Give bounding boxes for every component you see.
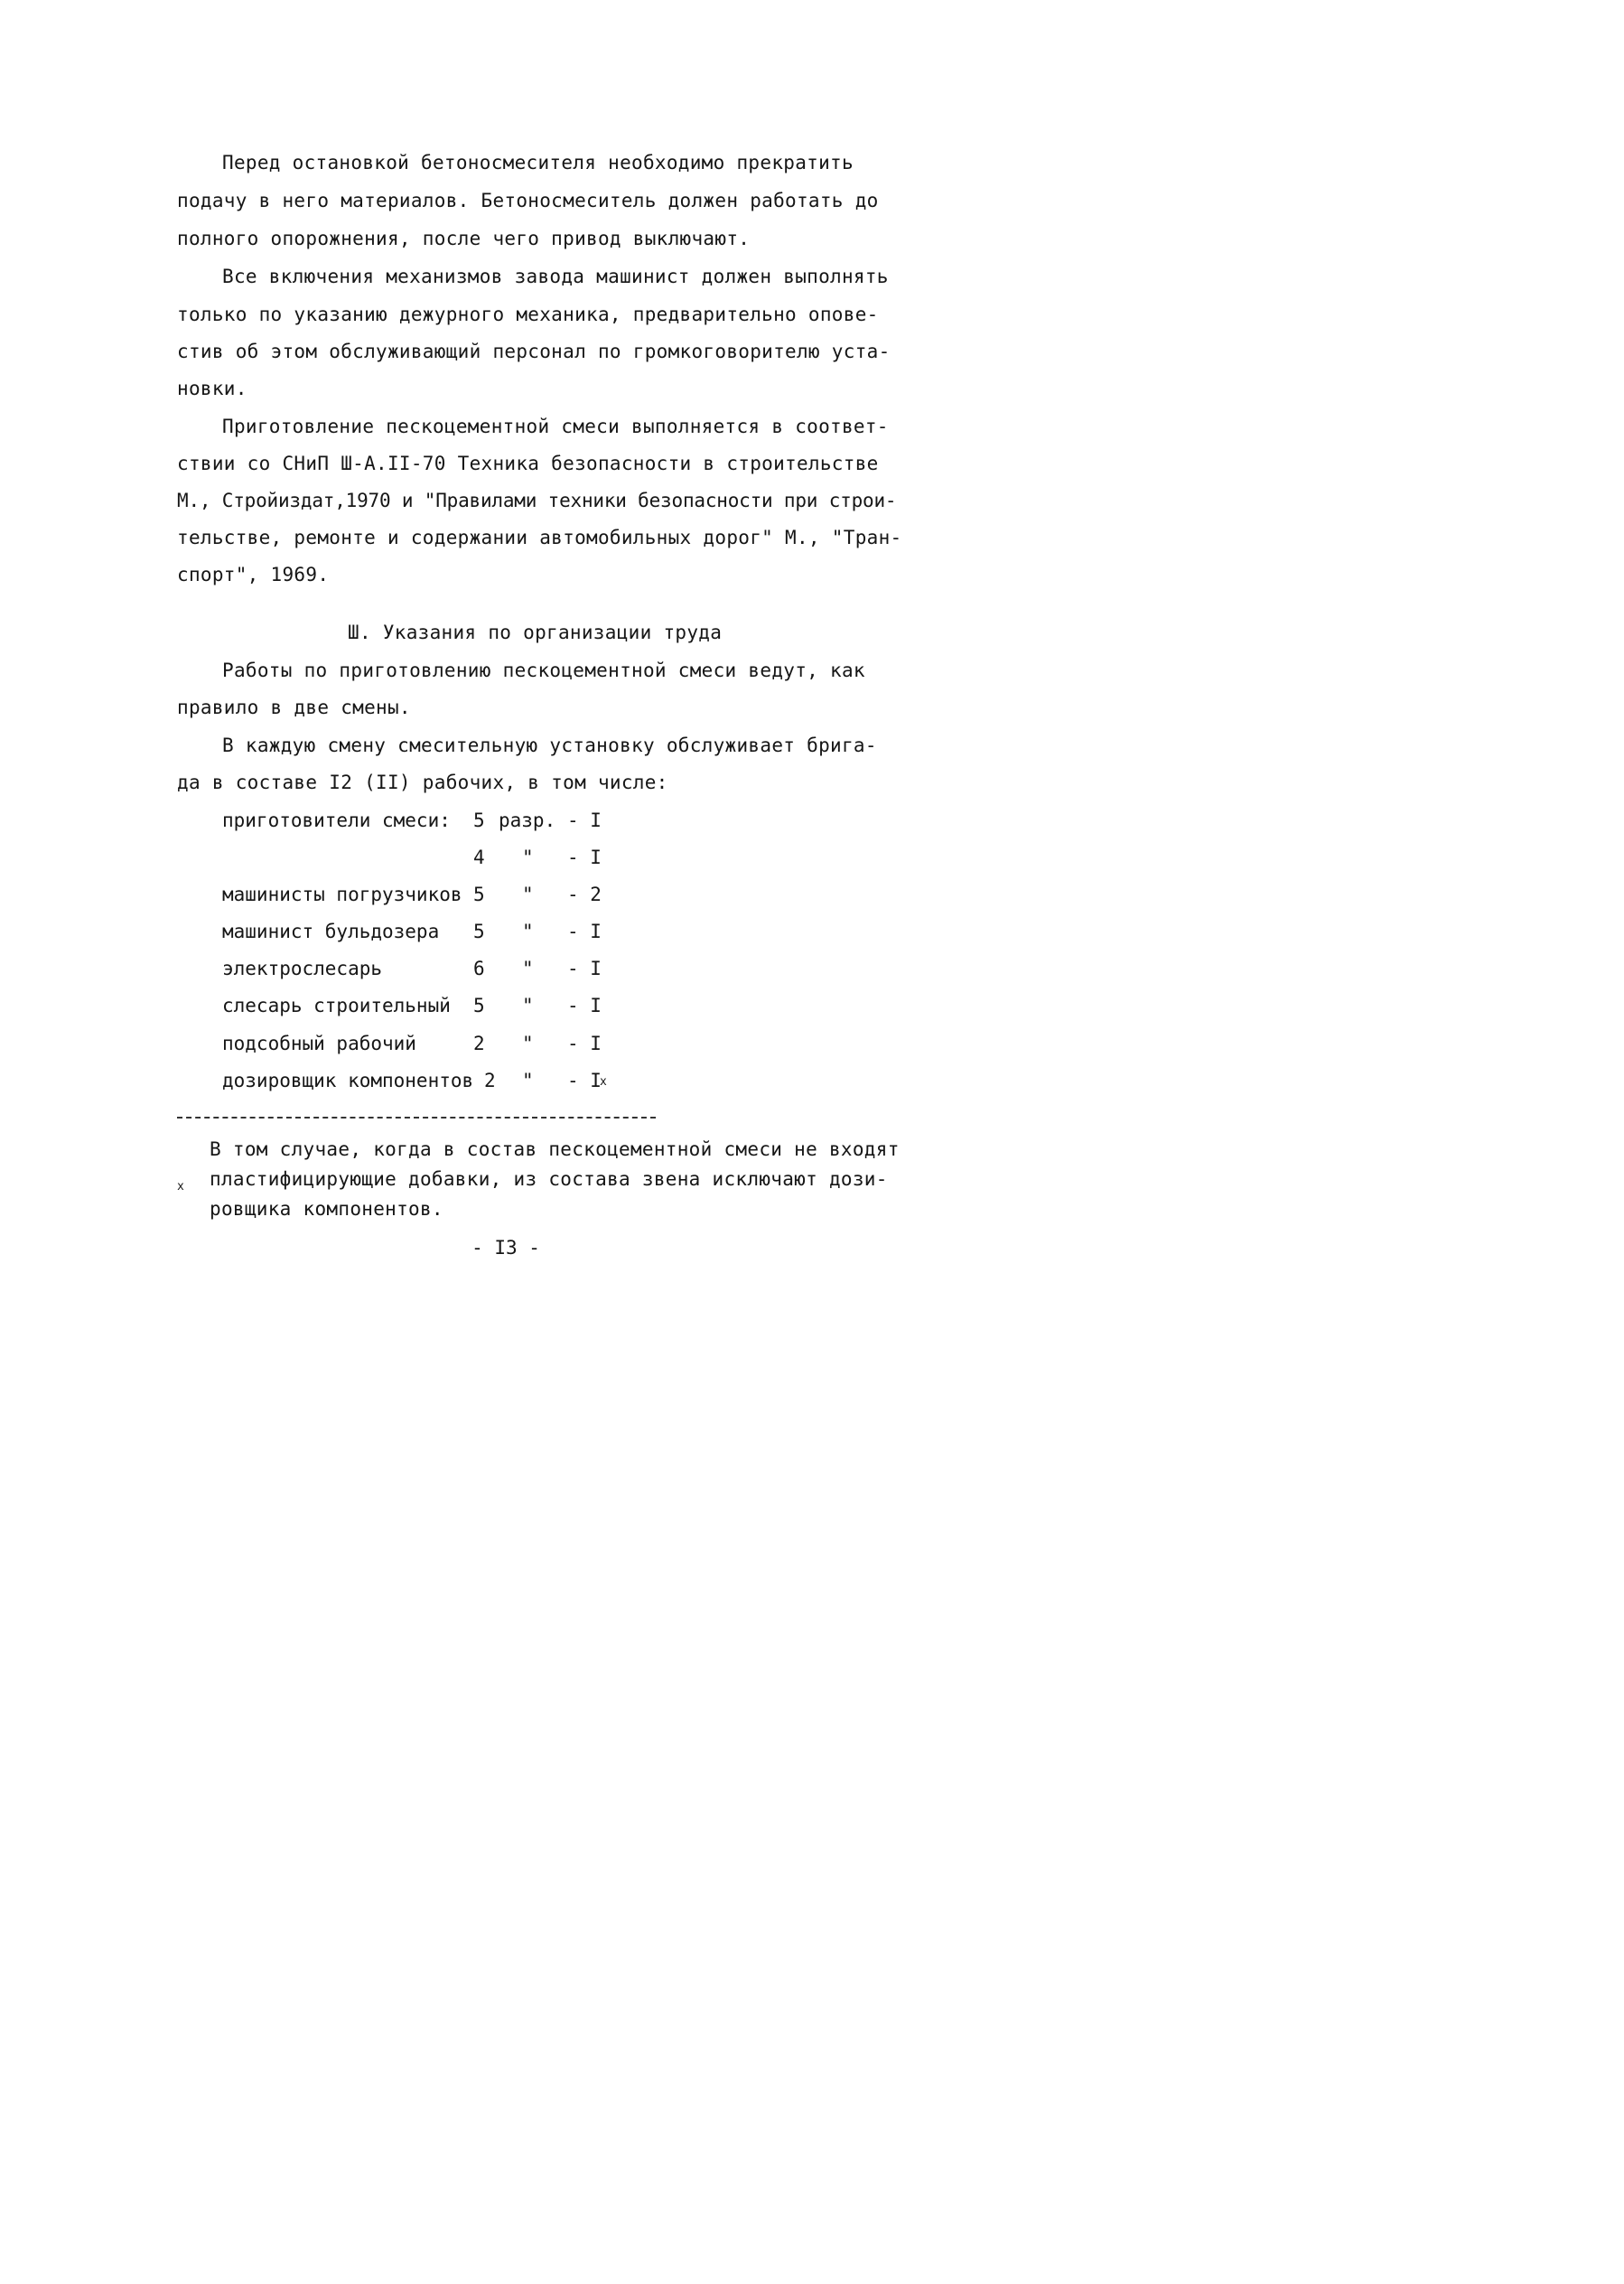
paragraph-4-line-1: Работы по приготовлению пескоцементной смеси ведут, как: [222, 660, 865, 681]
roster-role: подсобный рабочий: [222, 1033, 416, 1054]
page-number: - I3 -: [471, 1237, 540, 1259]
paragraph-3-line-1: Приготовление пескоцементной смеси выполняется в соответ-: [222, 416, 889, 437]
paragraph-5-line-1: В каждую смену смесительную установку обслуживает брига-: [222, 735, 877, 756]
roster-unit: разр.: [499, 810, 556, 831]
roster-count: - I: [567, 1070, 602, 1091]
roster-unit: ": [522, 995, 534, 1016]
paragraph-2-line-3: стив об этом обслуживающий персонал по громкоговорителю уста-: [177, 341, 891, 362]
paragraph-1-line-1: Перед остановкой бетоносмесителя необходимо прекратить: [222, 152, 854, 173]
roster-grade: 5: [473, 884, 485, 905]
roster-unit: ": [522, 847, 534, 868]
footnote-reference-mark: x: [600, 1075, 607, 1089]
footnote-separator: [177, 1117, 656, 1119]
roster-grade: 5: [473, 810, 485, 831]
roster-role: слесарь строительный: [222, 995, 451, 1016]
paragraph-3-line-2: ствии со СНиП Ш-А.II-70 Техника безопасности в строительстве: [177, 453, 879, 474]
footnote-line-3: ровщика компонентов.: [210, 1198, 443, 1220]
roster-count: - I: [567, 921, 602, 942]
paragraph-5-line-2: да в составе I2 (II) рабочих, в том числе:: [177, 772, 668, 793]
roster-unit: ": [522, 1070, 534, 1091]
roster-grade: 5: [473, 921, 485, 942]
roster-count: - I: [567, 1033, 602, 1054]
roster-count: - I: [567, 847, 602, 868]
roster-grade: 4: [473, 847, 485, 868]
roster-unit: ": [522, 884, 534, 905]
roster-count: - I: [567, 810, 602, 831]
roster-role: машинисты погрузчиков: [222, 884, 462, 905]
paragraph-1-line-3: полного опорожнения, после чего привод выключают.: [177, 228, 751, 249]
roster-role: электрослесарь: [222, 958, 383, 979]
paragraph-1-line-2: подачу в него материалов. Бетоносмеситель должен работать до: [177, 190, 879, 211]
roster-count: - I: [567, 995, 602, 1016]
roster-grade: 6: [473, 958, 485, 979]
document-page: [0, 0, 1012, 1423]
roster-unit: ": [522, 1033, 534, 1054]
roster-unit: ": [522, 921, 534, 942]
footnote-line-1: В том случае, когда в состав пескоцементной смеси не входят: [210, 1138, 900, 1160]
paragraph-4-line-2: правило в две смены.: [177, 697, 411, 718]
roster-count: - I: [567, 958, 602, 979]
roster-unit: ": [522, 958, 534, 979]
paragraph-3-line-4: тельстве, ремонте и содержании автомобильных дорог" М., "Тран-: [177, 527, 902, 548]
footnote-line-2: пластифицирующие добавки, из состава звена исключают дози-: [210, 1168, 888, 1190]
roster-count: - 2: [567, 884, 602, 905]
roster-role: машинист бульдозера: [222, 921, 440, 942]
paragraph-3-line-3: М., Стройиздат,1970 и "Правилами техники безопасности при строи-: [177, 490, 897, 511]
paragraph-2-line-2: только по указанию дежурного механика, предварительно опове-: [177, 304, 879, 325]
roster-role: дозировщик компонентов: [222, 1070, 474, 1091]
section-heading: Ш. Указания по организации труда: [348, 622, 723, 643]
paragraph-2-line-4: новки.: [177, 378, 247, 399]
roster-grade: 5: [473, 995, 485, 1016]
paragraph-3-line-5: спорт", 1969.: [177, 564, 330, 585]
paragraph-2-line-1: Все включения механизмов завода машинист должен выполнять: [222, 266, 889, 287]
roster-role: приготовители смеси:: [222, 810, 451, 831]
roster-grade: 2: [484, 1070, 496, 1091]
footnote-marker: x: [177, 1180, 185, 1193]
roster-grade: 2: [473, 1033, 485, 1054]
